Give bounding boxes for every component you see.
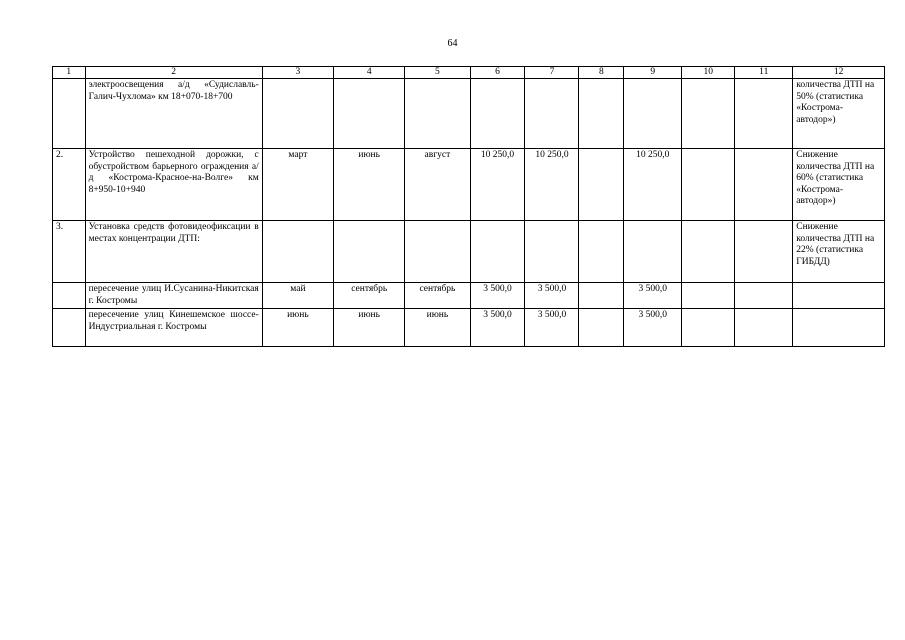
amount-col11: [735, 283, 793, 309]
col-header-3: 3: [262, 67, 333, 79]
expected-result: [793, 309, 885, 347]
completion-month: [405, 79, 470, 149]
col-header-10: 10: [682, 67, 735, 79]
table-row: [53, 283, 885, 309]
start-month: июнь: [262, 309, 333, 347]
amount-col9: 3 500,0: [624, 283, 682, 309]
amount-col9: [624, 221, 682, 283]
table-row: [53, 149, 885, 221]
amount-col10: [682, 149, 735, 221]
amount-col9: [624, 79, 682, 149]
header-row: [53, 67, 885, 79]
amount-total: 3 500,0: [470, 309, 525, 347]
row-number: [53, 283, 86, 309]
end-month: сентябрь: [334, 283, 405, 309]
col-header-2: 2: [85, 67, 262, 79]
col-header-7: 7: [525, 67, 579, 79]
amount-col7: 3 500,0: [525, 309, 579, 347]
measure-name: пересечение улиц Кинешемское шоссе-Индустриальная г. Костромы: [85, 309, 262, 347]
col-header-4: 4: [334, 67, 405, 79]
table-row: [53, 309, 885, 347]
expected-result: количества ДТП на 50% (статистика «Кострома-автодор»): [793, 79, 885, 149]
row-number: 3.: [53, 221, 86, 283]
expected-result: Снижение количества ДТП на 60% (статистика «Кострома-автодор»): [793, 149, 885, 221]
col-header-6: 6: [470, 67, 525, 79]
amount-col7: [525, 79, 579, 149]
end-month: [334, 79, 405, 149]
amount-col9: 10 250,0: [624, 149, 682, 221]
end-month: июнь: [334, 149, 405, 221]
row-number: [53, 79, 86, 149]
start-month: март: [262, 149, 333, 221]
amount-col8: [579, 79, 624, 149]
amount-total: 3 500,0: [470, 283, 525, 309]
col-header-12: 12: [793, 67, 885, 79]
start-month: май: [262, 283, 333, 309]
expected-result: [793, 283, 885, 309]
amount-col10: [682, 221, 735, 283]
page-number: 64: [447, 38, 458, 49]
amount-total: [470, 221, 525, 283]
amount-col10: [682, 309, 735, 347]
amount-col9: 3 500,0: [624, 309, 682, 347]
amount-total: 10 250,0: [470, 149, 525, 221]
measure-name: Устройство пешеходной дорожки, с обустройством барьерного ограждения а/д «Кострома-Красное-на-Волге» км 8+950-10+940: [85, 149, 262, 221]
col-header-5: 5: [405, 67, 470, 79]
measure-name: пересечение улиц И.Сусанина-Никитская г. Костромы: [85, 283, 262, 309]
row-number: [53, 309, 86, 347]
completion-month: июнь: [405, 309, 470, 347]
measure-name: Установка средств фотовидеофиксации в местах концентрации ДТП:: [85, 221, 262, 283]
row-number: 2.: [53, 149, 86, 221]
amount-col11: [735, 79, 793, 149]
amount-col11: [735, 149, 793, 221]
col-header-1: 1: [53, 67, 86, 79]
amount-col11: [735, 221, 793, 283]
col-header-8: 8: [579, 67, 624, 79]
end-month: [334, 221, 405, 283]
completion-month: август: [405, 149, 470, 221]
amount-col8: [579, 221, 624, 283]
amount-col10: [682, 79, 735, 149]
amount-col8: [579, 309, 624, 347]
col-header-11: 11: [735, 67, 793, 79]
col-header-9: 9: [624, 67, 682, 79]
end-month: июнь: [334, 309, 405, 347]
amount-col10: [682, 283, 735, 309]
start-month: [262, 221, 333, 283]
amount-col8: [579, 283, 624, 309]
amount-total: [470, 79, 525, 149]
expected-result: Снижение количества ДТП на 22% (статистика ГИБДД): [793, 221, 885, 283]
completion-month: сентябрь: [405, 283, 470, 309]
measure-name: электроосвещения а/д «Судиславль-Галич-Чухлома» км 18+070-18+700: [85, 79, 262, 149]
measures-table: [52, 66, 885, 347]
start-month: [262, 79, 333, 149]
amount-col8: [579, 149, 624, 221]
amount-col7: [525, 221, 579, 283]
amount-col7: 10 250,0: [525, 149, 579, 221]
completion-month: [405, 221, 470, 283]
table-row: [53, 221, 885, 283]
table-row: [53, 79, 885, 149]
amount-col7: 3 500,0: [525, 283, 579, 309]
amount-col11: [735, 309, 793, 347]
